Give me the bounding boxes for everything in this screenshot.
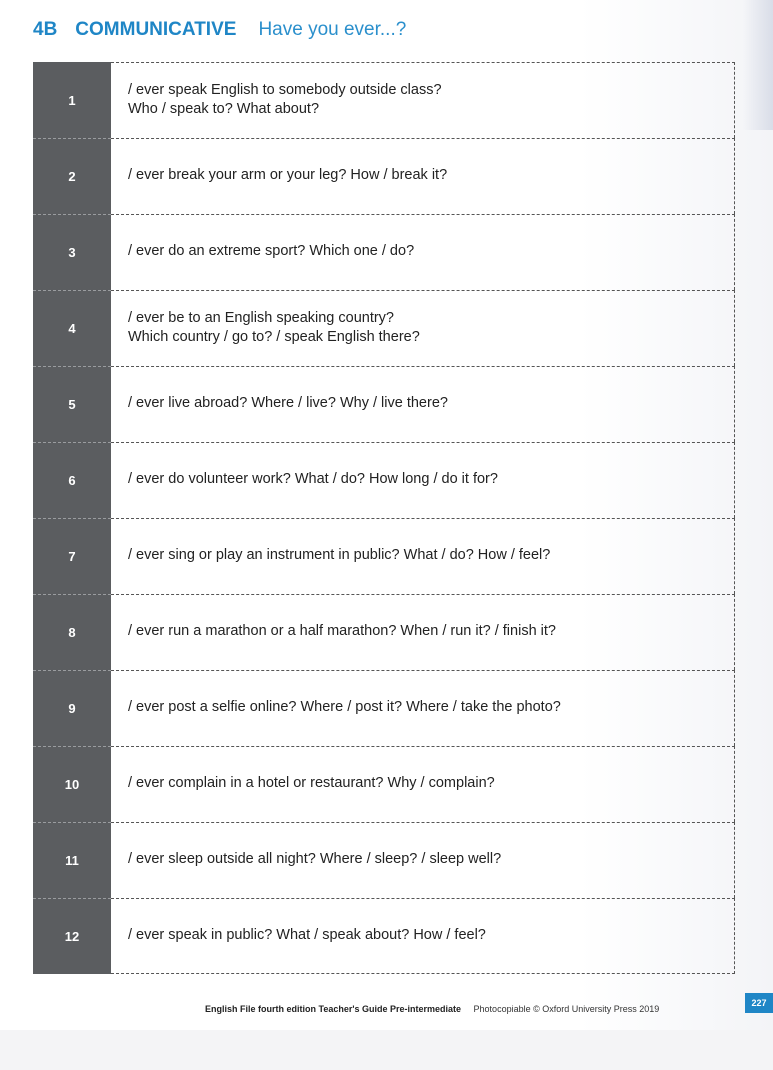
- card-number: 9: [33, 670, 111, 746]
- card-question: [111, 366, 735, 442]
- page-edge-shadow: [743, 0, 773, 130]
- question-card: [33, 822, 735, 898]
- question-card: [33, 898, 735, 974]
- question-line: / ever be to an English speaking country?: [128, 309, 394, 326]
- question-line: / ever run a marathon or a half marathon? When / run it? / finish it?: [128, 623, 556, 639]
- question-line: / ever post a selfie online? Where / post it? Where / take the photo?: [128, 699, 561, 715]
- card-question: [111, 442, 735, 518]
- card-number: 7: [33, 518, 111, 594]
- bottom-margin: [0, 1030, 773, 1070]
- question-line: / ever break your arm or your leg? How / break it?: [128, 167, 448, 183]
- question-card: [33, 366, 735, 442]
- card-number: 6: [33, 442, 111, 518]
- question-line: / ever do an extreme sport? Which one / do?: [128, 243, 415, 259]
- question-card: [33, 746, 735, 822]
- question-card: [33, 594, 735, 670]
- footer-book-title: English File fourth edition Teacher's Guide Pre-intermediate: [205, 1004, 462, 1014]
- card-question: [111, 898, 735, 974]
- card-question: [111, 594, 735, 670]
- question-line: / ever live abroad? Where / live? Why / live there?: [128, 395, 448, 411]
- card-number: 11: [33, 822, 111, 898]
- question-card-list: [33, 62, 735, 974]
- card-number: 5: [33, 366, 111, 442]
- card-number: 8: [33, 594, 111, 670]
- question-card: [33, 442, 735, 518]
- question-line: / ever speak English to somebody outside class?: [128, 81, 442, 98]
- card-number: 4: [33, 290, 111, 366]
- footer-copyright: Photocopiable © Oxford University Press 2019: [473, 1004, 660, 1014]
- section-name: COMMUNICATIVE: [75, 19, 237, 40]
- question-card: [33, 670, 735, 746]
- card-question: [111, 670, 735, 746]
- question-line: / ever complain in a hotel or restaurant? Why / complain?: [128, 775, 495, 791]
- question-line: / ever do volunteer work? What / do? How long / do it for?: [128, 471, 498, 487]
- card-question: [111, 290, 735, 366]
- question-line: Who / speak to? What about?: [128, 100, 320, 117]
- activity-title: Have you ever...?: [258, 19, 407, 40]
- unit-code: 4B: [33, 19, 58, 40]
- card-number: 3: [33, 214, 111, 290]
- card-question: [111, 518, 735, 594]
- question-card: [33, 290, 735, 366]
- card-number: 10: [33, 746, 111, 822]
- footer: [205, 1004, 659, 1014]
- card-question: [111, 138, 735, 214]
- question-line: Which country / go to? / speak English there?: [128, 328, 420, 345]
- page-number-badge: 227: [745, 993, 773, 1013]
- question-card: [33, 138, 735, 214]
- question-card: [33, 62, 735, 138]
- page-title: [33, 19, 406, 47]
- card-number: 1: [33, 62, 111, 138]
- question-line: / ever speak in public? What / speak about? How / feel?: [128, 926, 486, 943]
- question-card: [33, 518, 735, 594]
- card-question: [111, 746, 735, 822]
- question-line: / ever sleep outside all night? Where / sleep? / sleep well?: [128, 851, 502, 867]
- question-line: / ever sing or play an instrument in public? What / do? How / feel?: [128, 547, 551, 563]
- card-number: 2: [33, 138, 111, 214]
- card-question: [111, 214, 735, 290]
- card-number: 12: [33, 898, 111, 974]
- card-question: [111, 62, 735, 138]
- card-question: [111, 822, 735, 898]
- question-card: [33, 214, 735, 290]
